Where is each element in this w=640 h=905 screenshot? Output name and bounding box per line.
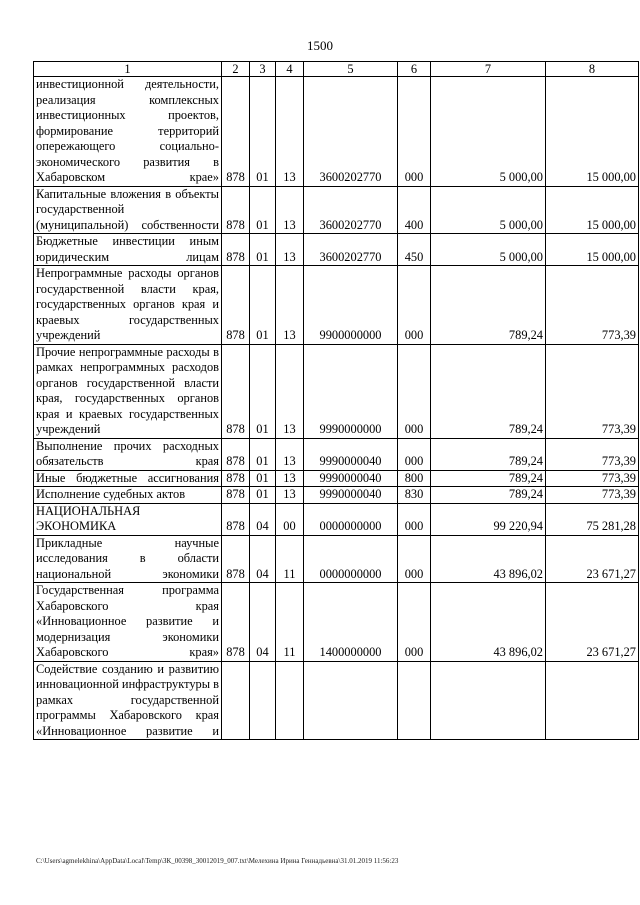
table-row — [34, 344, 639, 438]
row-pr: 13 — [276, 266, 304, 345]
row-ved: 878 — [222, 470, 250, 487]
row-vr: 000 — [398, 535, 431, 583]
document-footer-path: C:\Users\agmelekhina\AppData\Local\Temp\ЗК_00398_30012019_007.txt\Мелехина Ирина Геннадьевна\31.01.2019 11:56:23 — [36, 857, 399, 865]
row-rz: 01 — [250, 234, 276, 266]
row-sum-2019: 5 000,00 — [431, 234, 546, 266]
table-row — [34, 77, 639, 187]
row-ved: 878 — [222, 503, 250, 535]
table-row — [34, 470, 639, 487]
row-csr: 9900000000 — [304, 266, 398, 345]
header-col-6: 6 — [398, 62, 431, 77]
row-name: инвестиционной деятельности, реализация комплексных инвестиционных проектов, формирование территорий опережающего социально-экономического развития в Хабаровском крае» — [34, 77, 222, 187]
row-name: Прочие непрограммные расходы в рамках непрограммных расходов органов государственной власти края, государственных органов края и краевых государственных учреждений — [34, 344, 222, 438]
row-pr: 11 — [276, 583, 304, 662]
header-col-5: 5 — [304, 62, 398, 77]
row-vr: 400 — [398, 186, 431, 234]
header-col-4: 4 — [276, 62, 304, 77]
row-rz: 04 — [250, 503, 276, 535]
row-sum-2020: 23 671,27 — [546, 535, 639, 583]
row-ved: 878 — [222, 234, 250, 266]
row-rz: 04 — [250, 535, 276, 583]
table-row — [34, 186, 639, 234]
table-row — [34, 487, 639, 504]
row-rz — [250, 661, 276, 740]
row-name: Прикладные научные исследования в области национальной экономики — [34, 535, 222, 583]
row-pr: 13 — [276, 470, 304, 487]
row-sum-2019: 43 896,02 — [431, 535, 546, 583]
row-csr: 9990000000 — [304, 344, 398, 438]
row-sum-2020: 773,39 — [546, 438, 639, 470]
table-row — [34, 438, 639, 470]
header-col-2: 2 — [222, 62, 250, 77]
header-col-1: 1 — [34, 62, 222, 77]
row-pr: 13 — [276, 438, 304, 470]
row-vr: 000 — [398, 344, 431, 438]
table-row — [34, 503, 639, 535]
row-rz: 01 — [250, 487, 276, 504]
row-csr: 3600202770 — [304, 234, 398, 266]
row-pr: 00 — [276, 503, 304, 535]
table-row — [34, 234, 639, 266]
row-name: Капитальные вложения в объекты государственной (муниципальной) собственности — [34, 186, 222, 234]
row-sum-2020: 15 000,00 — [546, 77, 639, 187]
row-rz: 01 — [250, 266, 276, 345]
row-vr — [398, 661, 431, 740]
row-vr: 000 — [398, 77, 431, 187]
row-ved: 878 — [222, 487, 250, 504]
row-ved — [222, 661, 250, 740]
table-row — [34, 535, 639, 583]
header-row — [34, 62, 639, 77]
row-pr: 13 — [276, 344, 304, 438]
row-name: НАЦИОНАЛЬНАЯ ЭКОНОМИКА — [34, 503, 222, 535]
row-rz: 01 — [250, 186, 276, 234]
header-col-3: 3 — [250, 62, 276, 77]
row-pr: 11 — [276, 535, 304, 583]
row-ved: 878 — [222, 583, 250, 662]
row-sum-2020: 15 000,00 — [546, 186, 639, 234]
row-csr: 3600202770 — [304, 77, 398, 187]
row-name: Выполнение прочих расходных обязательств края — [34, 438, 222, 470]
row-vr: 800 — [398, 470, 431, 487]
table-row — [34, 266, 639, 345]
row-name: Бюджетные инвестиции иным юридическим лицам — [34, 234, 222, 266]
row-pr: 13 — [276, 234, 304, 266]
row-pr: 13 — [276, 186, 304, 234]
row-rz: 04 — [250, 583, 276, 662]
table-row — [34, 661, 639, 740]
row-sum-2019: 99 220,94 — [431, 503, 546, 535]
row-name: Содействие созданию и развитию инновационной инфраструктуры в рамках государственной программы Хабаровского края «Инновационное развитие и — [34, 661, 222, 740]
page-number: 1500 — [307, 38, 333, 53]
row-sum-2020: 773,39 — [546, 266, 639, 345]
row-sum-2019: 5 000,00 — [431, 186, 546, 234]
row-rz: 01 — [250, 344, 276, 438]
row-csr: 9990000040 — [304, 487, 398, 504]
row-pr: 13 — [276, 487, 304, 504]
row-sum-2020: 75 281,28 — [546, 503, 639, 535]
budget-table — [33, 61, 639, 740]
row-vr: 000 — [398, 583, 431, 662]
row-sum-2020: 773,39 — [546, 487, 639, 504]
row-ved: 878 — [222, 438, 250, 470]
row-ved: 878 — [222, 266, 250, 345]
row-vr: 000 — [398, 503, 431, 535]
row-pr: 13 — [276, 77, 304, 187]
row-vr: 830 — [398, 487, 431, 504]
row-ved: 878 — [222, 186, 250, 234]
row-sum-2020: 15 000,00 — [546, 234, 639, 266]
row-name: Государственная программа Хабаровского края «Инновационное развитие и модернизация экономики Хабаровского края» — [34, 583, 222, 662]
row-sum-2020 — [546, 661, 639, 740]
row-sum-2019: 5 000,00 — [431, 77, 546, 187]
header-col-7: 7 — [431, 62, 546, 77]
row-sum-2019: 789,24 — [431, 438, 546, 470]
row-sum-2019: 789,24 — [431, 470, 546, 487]
row-sum-2019: 789,24 — [431, 344, 546, 438]
row-name: Непрограммные расходы органов государственной власти края, государственных органов края и краевых государственных учреждений — [34, 266, 222, 345]
row-pr — [276, 661, 304, 740]
row-csr: 0000000000 — [304, 535, 398, 583]
row-name: Исполнение судебных актов — [34, 487, 222, 504]
row-sum-2020: 773,39 — [546, 470, 639, 487]
row-sum-2020: 23 671,27 — [546, 583, 639, 662]
table-row — [34, 583, 639, 662]
row-ved: 878 — [222, 77, 250, 187]
row-rz: 01 — [250, 77, 276, 187]
row-vr: 000 — [398, 438, 431, 470]
row-vr: 000 — [398, 266, 431, 345]
row-csr: 9990000040 — [304, 470, 398, 487]
row-csr: 1400000000 — [304, 583, 398, 662]
row-rz: 01 — [250, 438, 276, 470]
row-sum-2019: 789,24 — [431, 266, 546, 345]
row-sum-2019: 43 896,02 — [431, 583, 546, 662]
row-ved: 878 — [222, 344, 250, 438]
row-rz: 01 — [250, 470, 276, 487]
row-csr: 0000000000 — [304, 503, 398, 535]
row-sum-2019: 789,24 — [431, 487, 546, 504]
row-csr — [304, 661, 398, 740]
row-vr: 450 — [398, 234, 431, 266]
row-sum-2019 — [431, 661, 546, 740]
header-col-8: 8 — [546, 62, 639, 77]
row-csr: 3600202770 — [304, 186, 398, 234]
row-name: Иные бюджетные ассигнования — [34, 470, 222, 487]
row-csr: 9990000040 — [304, 438, 398, 470]
row-sum-2020: 773,39 — [546, 344, 639, 438]
row-ved: 878 — [222, 535, 250, 583]
